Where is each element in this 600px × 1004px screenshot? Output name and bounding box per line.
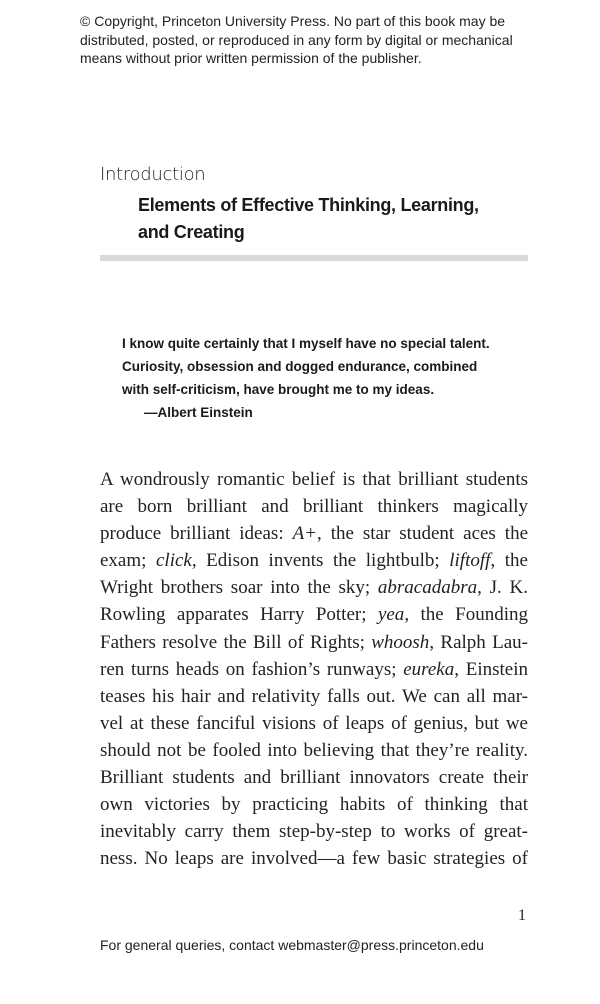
body-text: teases his hair and relativity falls out. We can all mar-	[100, 685, 528, 707]
footer-contact: For general queries, contact webmaster@press.princeton.edu	[100, 937, 484, 953]
body-text: , the star student aces the	[317, 523, 528, 545]
body-text: are born brilliant and brilliant thinkers magically	[100, 496, 528, 518]
body-text: , Edison invents the lightbulb;	[191, 550, 450, 572]
body-text: , the Founding	[404, 604, 529, 626]
italic-text: abracadabra	[377, 577, 478, 599]
italic-text: liftoff	[449, 550, 491, 572]
italic-text: whoosh	[371, 631, 430, 653]
copyright-notice	[80, 12, 600, 68]
body-line	[100, 818, 528, 845]
epigraph-line: I know quite certainly that I myself have no special talent.	[122, 336, 490, 351]
body-text: , the	[490, 550, 528, 572]
body-line	[100, 791, 528, 818]
body-text: produce brilliant ideas:	[100, 523, 293, 545]
body-text: Brilliant students and brilliant innovators create their	[100, 767, 528, 789]
body-line	[100, 466, 528, 493]
copyright-line: distributed, posted, or reproduced in any form by digital or mechanical	[80, 31, 513, 48]
body-line	[100, 683, 528, 710]
body-text: Wright brothers soar into the sky;	[100, 577, 378, 599]
copyright-line: means without prior written permission of the publisher.	[80, 50, 422, 66]
chapter-rule-divider	[100, 255, 528, 261]
body-line	[100, 845, 528, 872]
copyright-line: © Copyright, Princeton University Press. No part of this book may be	[80, 13, 506, 29]
body-text: , Einstein	[454, 658, 528, 680]
body-line	[100, 710, 528, 737]
body-text: Rowling apparates Harry Potter;	[100, 604, 378, 626]
body-text: A wondrously romantic belief is that brilliant students	[100, 469, 528, 490]
italic-text: eureka	[403, 658, 455, 680]
epigraph-line: with self-criticism, have brought me to my ideas.	[122, 382, 435, 397]
body-line	[100, 601, 528, 628]
epigraph-line: Curiosity, obsession and dogged endurance, combined	[122, 359, 478, 374]
body-line	[100, 547, 528, 574]
chapter-title	[138, 192, 578, 246]
body-line	[100, 493, 528, 520]
body-text: vel at these fanciful visions of leaps of genius, but we	[100, 712, 528, 734]
epigraph-attribution: —Albert Einstein	[144, 405, 253, 420]
body-text: should not be fooled into believing that they’re reality.	[100, 739, 528, 761]
body-line	[100, 629, 528, 656]
italic-text: click	[156, 550, 192, 572]
body-line	[100, 737, 528, 764]
body-text: exam;	[100, 550, 156, 572]
body-line	[100, 764, 528, 791]
body-line	[100, 574, 528, 601]
body-text: ren turns heads on fashion’s runways;	[100, 658, 404, 680]
chapter-label: Introduction	[100, 164, 206, 185]
body-text: inevitably carry them step-by-step to works of great-	[100, 821, 528, 843]
chapter-title-line: Elements of Effective Thinking, Learning,	[138, 195, 479, 215]
body-paragraph	[100, 466, 528, 872]
body-text: Fathers resolve the Bill of Rights;	[100, 631, 372, 653]
body-text: , Ralph Lau-	[429, 631, 528, 653]
italic-text: A+	[292, 523, 317, 545]
italic-text: yea	[377, 604, 405, 626]
body-text: ness. No leaps are involved—a few basic strategies of	[100, 848, 528, 870]
body-line	[100, 656, 528, 683]
epigraph-quote	[122, 332, 582, 401]
chapter-title-line: and Creating	[138, 222, 245, 242]
page-number: 1	[518, 907, 526, 924]
body-line	[100, 520, 528, 547]
body-text: own victories by practicing habits of thinking that	[100, 794, 528, 816]
body-text: , J. K.	[477, 577, 528, 599]
